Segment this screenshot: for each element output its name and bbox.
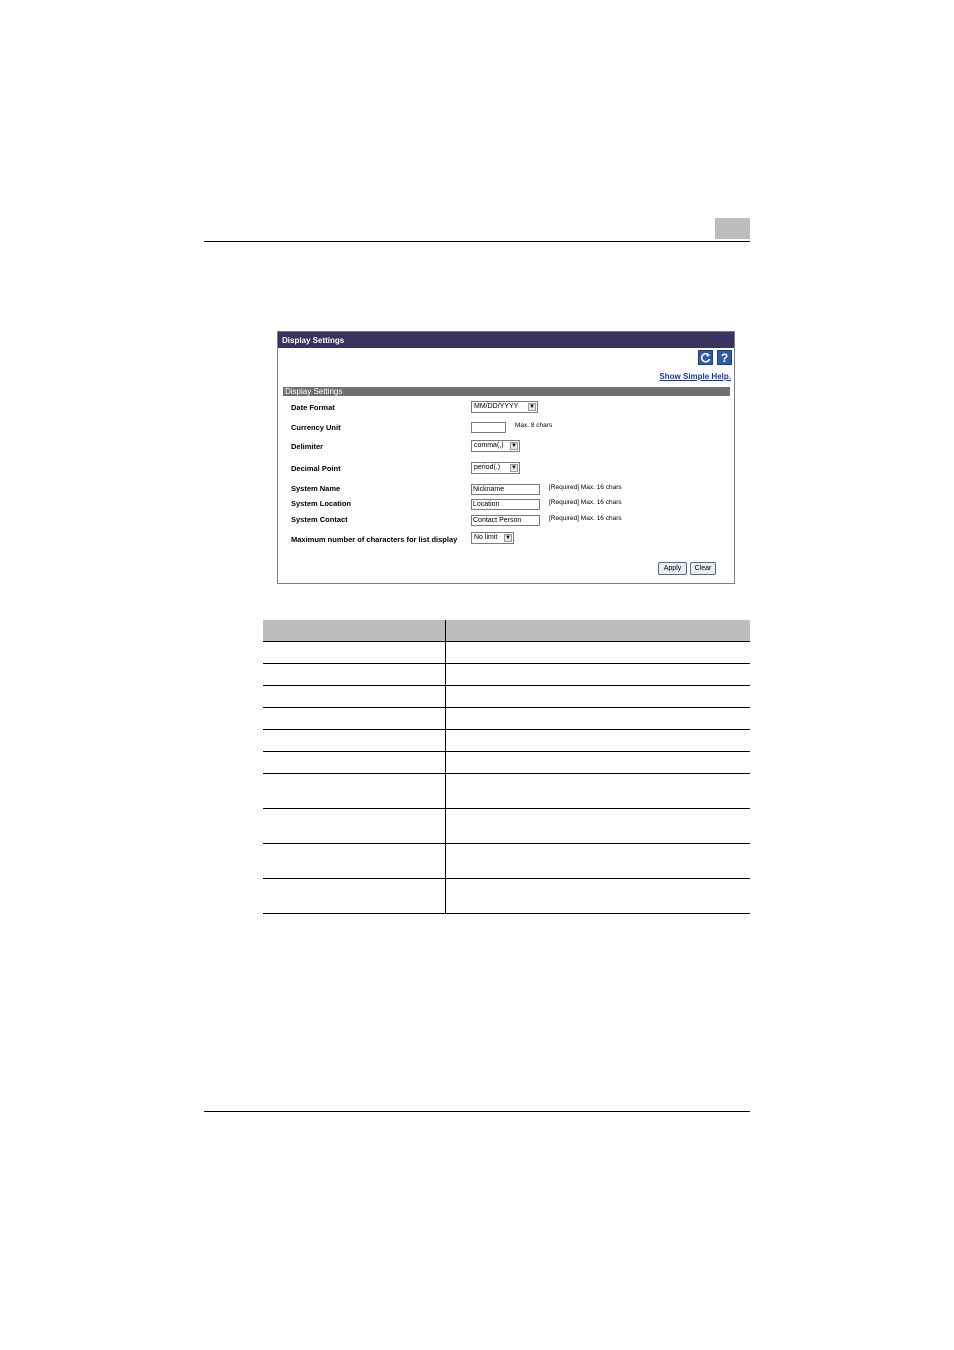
system-location-note: [Required] Max. 16 chars bbox=[549, 499, 622, 506]
svg-text:?: ? bbox=[720, 351, 729, 364]
settings-table bbox=[263, 620, 750, 914]
bottom-rule bbox=[204, 1111, 750, 1112]
system-name-label: System Name bbox=[291, 484, 341, 493]
chevron-down-icon: ▼ bbox=[529, 404, 535, 410]
table-row bbox=[263, 844, 750, 879]
table-row bbox=[263, 664, 750, 686]
system-contact-note: [Required] Max. 16 chars bbox=[549, 515, 622, 522]
system-contact-input[interactable]: Contact Person bbox=[471, 515, 540, 526]
decimal-point-select[interactable] bbox=[471, 462, 520, 474]
system-contact-label: System Contact bbox=[291, 515, 348, 524]
chevron-down-icon: ▼ bbox=[505, 535, 511, 541]
table-row bbox=[263, 730, 750, 752]
top-rule bbox=[204, 241, 750, 242]
date-format-label: Date Format bbox=[291, 403, 335, 412]
max-chars-value: No limit bbox=[474, 534, 498, 541]
table-row bbox=[263, 809, 750, 844]
system-location-label: System Location bbox=[291, 499, 352, 508]
help-icon[interactable] bbox=[717, 350, 732, 365]
currency-unit-label: Currency Unit bbox=[291, 423, 341, 432]
max-chars-select[interactable] bbox=[471, 532, 514, 544]
display-settings-panel bbox=[277, 331, 735, 584]
table-row bbox=[263, 708, 750, 730]
date-format-select[interactable] bbox=[471, 401, 538, 413]
apply-button[interactable]: Apply bbox=[658, 562, 687, 575]
table-row bbox=[263, 879, 750, 914]
table-row bbox=[263, 642, 750, 664]
system-name-input[interactable]: Nickname bbox=[471, 484, 540, 495]
refresh-icon[interactable] bbox=[698, 350, 713, 365]
table-row bbox=[263, 686, 750, 708]
decimal-point-label: Decimal Point bbox=[291, 464, 341, 473]
show-simple-help-link[interactable]: Show Simple Help. bbox=[659, 372, 731, 381]
table-header-row bbox=[263, 620, 750, 642]
chevron-down-icon: ▼ bbox=[511, 443, 517, 449]
delimiter-select[interactable] bbox=[471, 440, 520, 452]
system-name-note: [Required] Max. 16 chars bbox=[549, 484, 622, 491]
chevron-down-icon: ▼ bbox=[511, 465, 517, 471]
delimiter-label: Delimiter bbox=[291, 442, 324, 451]
max-chars-label: Maximum number of characters for list display bbox=[291, 535, 458, 544]
delimiter-value: comma(,) bbox=[474, 442, 504, 449]
currency-unit-note: Max. 8 chars bbox=[515, 422, 553, 429]
currency-unit-input[interactable] bbox=[471, 422, 506, 433]
chapter-tab bbox=[715, 218, 750, 239]
decimal-point-value: period(.) bbox=[474, 464, 501, 471]
system-location-input[interactable]: Location bbox=[471, 499, 540, 510]
clear-button[interactable]: Clear bbox=[690, 562, 716, 575]
table-row bbox=[263, 774, 750, 809]
date-format-value: MM/DD/YYYY bbox=[474, 403, 519, 410]
table-row bbox=[263, 752, 750, 774]
section-title: Display Settings bbox=[283, 387, 730, 396]
panel-title: Display Settings bbox=[278, 332, 734, 348]
